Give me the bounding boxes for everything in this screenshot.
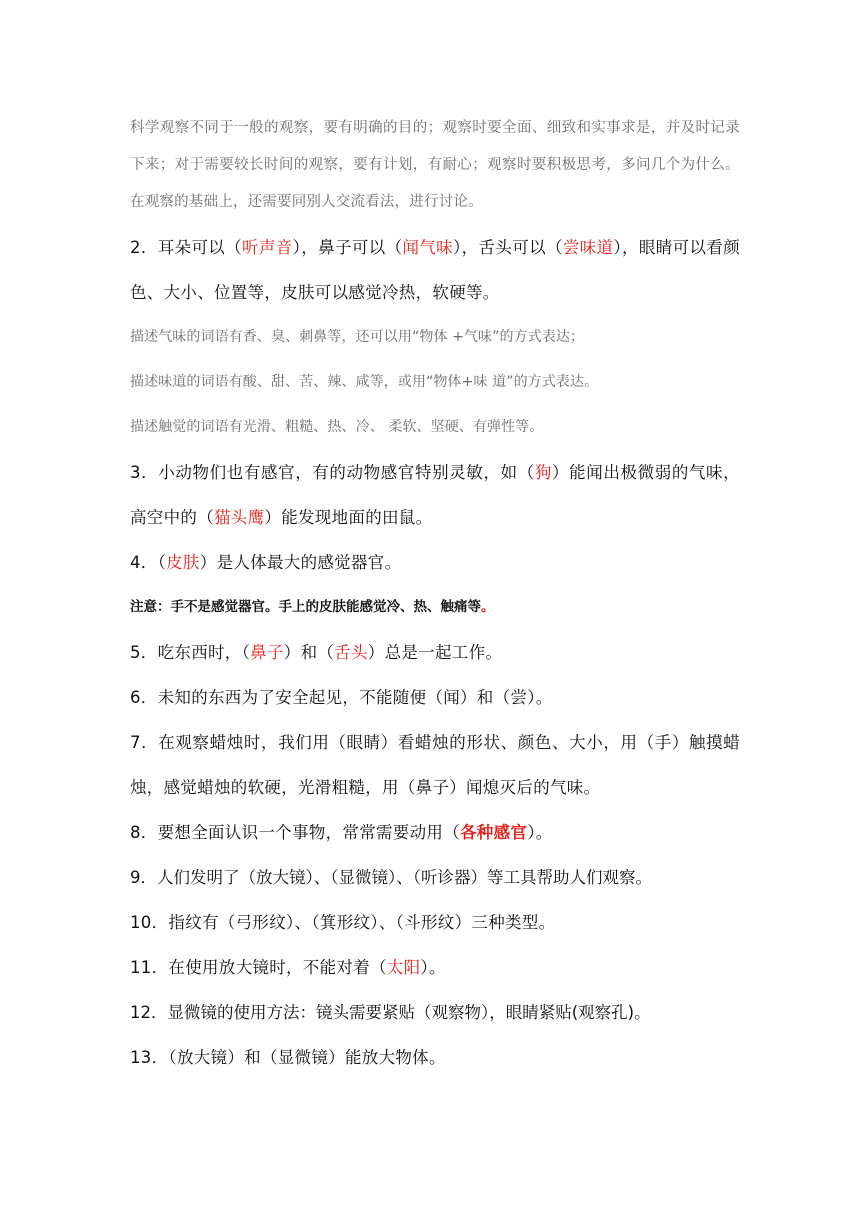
question-7: 7．在观察蜡烛时，我们用（眼睛）看蜡烛的形状、颜色、大小，用（手）触摸蜡烛，感觉蜡烛的软硬，光滑粗糙，用（鼻子）闻熄灭后的气味。	[130, 733, 740, 797]
q11-text-2: ）。	[420, 958, 446, 977]
q5-text-2: ）和（	[283, 643, 335, 662]
q3-text-3: ）能发现地面的田鼠。	[264, 508, 433, 527]
question-13: 13．（放大镜）和（显微镜）能放大物体。	[130, 1048, 446, 1067]
note-taste: 描述味道的词语有酸、甜、苦、辣、咸等，或用“物体+味 道”的方式表达。	[130, 374, 599, 390]
question-2	[130, 225, 740, 315]
q5-answer-2: 舌头	[334, 643, 368, 662]
note-touch: 描述触觉的词语有光滑、粗糙、热、冷、 柔软、坚硬、有弹性等。	[130, 419, 544, 435]
q5-text-3: ）总是一起工作。	[367, 643, 503, 662]
q4-text-1: 4．（	[130, 553, 167, 572]
question-4	[130, 540, 740, 585]
q2-text-3: ），舌头可以（	[453, 238, 563, 257]
q5-text-1: 5．吃东西时，（	[130, 643, 251, 662]
q11-text-1: 11．在使用放大镜时，不能对着（	[130, 958, 387, 977]
q2-answer-1: 听声音	[242, 238, 293, 257]
question-10: 10．指纹有（弓形纹）、（箕形纹）、（斗形纹）三种类型。	[130, 913, 556, 932]
document-page	[130, 110, 740, 1080]
q4-answer-1: 皮肤	[166, 553, 200, 572]
attention-note	[130, 585, 740, 630]
q2-text-2: ），鼻子可以（	[292, 238, 403, 257]
q2-answer-2: 闻气味	[402, 238, 454, 257]
question-11	[130, 945, 740, 990]
question-5	[130, 630, 740, 675]
q3-text-2: ）能闻出极微弱的气味，高空中的（	[130, 463, 740, 527]
question-6: 6．未知的东西为了安全起见，不能随便（闻）和（尝）。	[130, 688, 553, 707]
q8-text-2: ）。	[527, 823, 553, 842]
q2-text-1: 2．耳朵可以（	[130, 238, 243, 257]
question-3	[130, 450, 740, 540]
question-12: 12．显微镜的使用方法：镜头需要紧贴（观察物），眼睛紧贴(观察孔)。	[130, 1003, 651, 1022]
attention-text: 注意：手不是感觉器官。手上的皮肤能感觉冷、热、触痛等	[130, 599, 481, 615]
q8-text-1: 8．要想全面认识一个事物，常常需要动用（	[130, 823, 460, 842]
q11-answer-1: 太阳	[386, 958, 421, 977]
q3-answer-1: 狗	[534, 463, 552, 482]
q2-answer-3: 尝味道	[562, 238, 614, 257]
note-smell: 描述气味的词语有香、臭、刺鼻等，还可以用“物体 +气味”的方式表达；	[130, 329, 585, 345]
q8-answer-1: 各种感官	[460, 823, 528, 842]
q5-answer-1: 鼻子	[250, 643, 284, 662]
q4-text-2: ）是人体最大的感觉器官。	[199, 553, 402, 572]
intro-paragraph: 科学观察不同于一般的观察，要有明确的目的；观察时要全面、细致和实事求是，并及时记录下来；对于需要较长时间的观察，要有计划，有耐心；观察时要积极思考，多问几个为什么。在观察的基础上，还需要同别人交流看法，进行讨论。	[130, 120, 740, 210]
q3-text-1: 3．小动物们也有感官，有的动物感官特别灵敏，如（	[130, 463, 535, 482]
attention-dot: 。	[481, 599, 495, 615]
q2-text-4: ），眼睛可以看颜色、大小、位置等，皮肤可以感觉冷热，软硬等。	[130, 238, 741, 302]
q3-answer-2: 猫头鹰	[214, 508, 265, 527]
question-9: 9．人们发明了（放大镜）、（显微镜）、（听诊器）等工具帮助人们观察。	[130, 868, 652, 887]
question-8	[130, 810, 740, 855]
